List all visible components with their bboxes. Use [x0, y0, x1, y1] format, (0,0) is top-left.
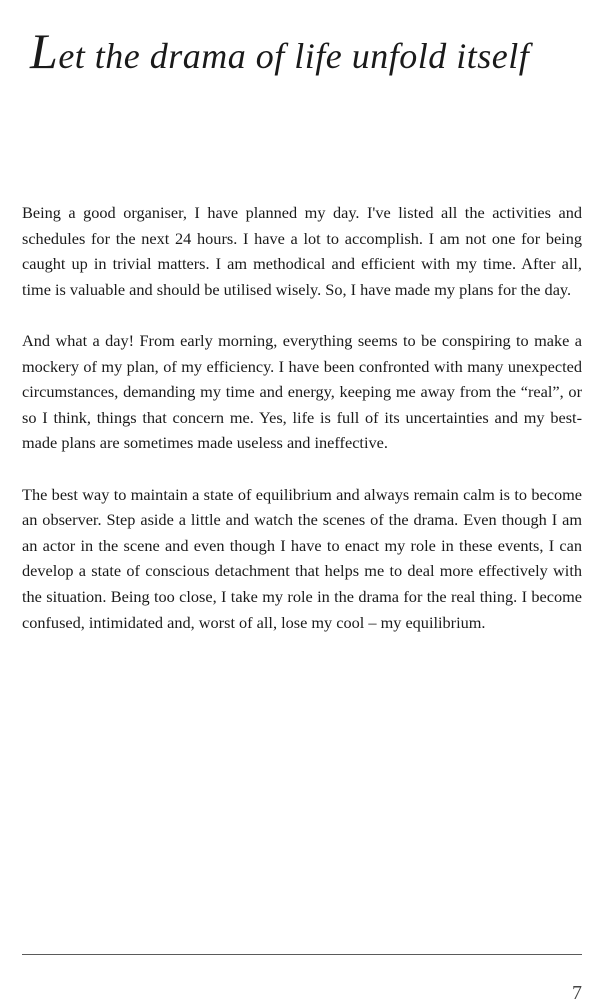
page-number: 7 [572, 982, 582, 1004]
paragraph-2: And what a day! From early morning, everything seems to be conspiring to make a mockery of my plan, of my efficiency. I have been confronted with many unexpected circumstances, demanding my time and energy, keeping me away from the “real”, or so I think, things that concern me. Yes, life is full of its uncertainties and my best-made plans are sometimes made useless and ineffective. [22, 330, 582, 453]
title-text: et the drama of life unfold itself [58, 36, 530, 76]
title-initial: L [30, 23, 59, 79]
paragraph-3: The best way to maintain a state of equilibrium and always remain calm is to become an observer. Step aside a little and watch the scenes of the drama. Even though I am an actor in the scene and even though I have to enact my role in these events, I can develop a state of conscious detachment that helps me to deal more effectively with the situation. Being too close, I take my role in the drama for the real thing. I become confused, intimidated and, worst of all, lose my cool – my equilibrium. [22, 484, 582, 632]
body-text [22, 200, 582, 661]
paragraph-1: Being a good organiser, I have planned my day. I've listed all the activities and schedules for the next 24 hours. I have a lot to accomplish. I am not one for being caught up in trivial matters. I am methodical and efficient with my time. After all, time is valuable and should be utilised wisely. So, I have made my plans for the day. [22, 203, 582, 299]
footer-divider [22, 954, 582, 955]
page-title [30, 22, 529, 80]
